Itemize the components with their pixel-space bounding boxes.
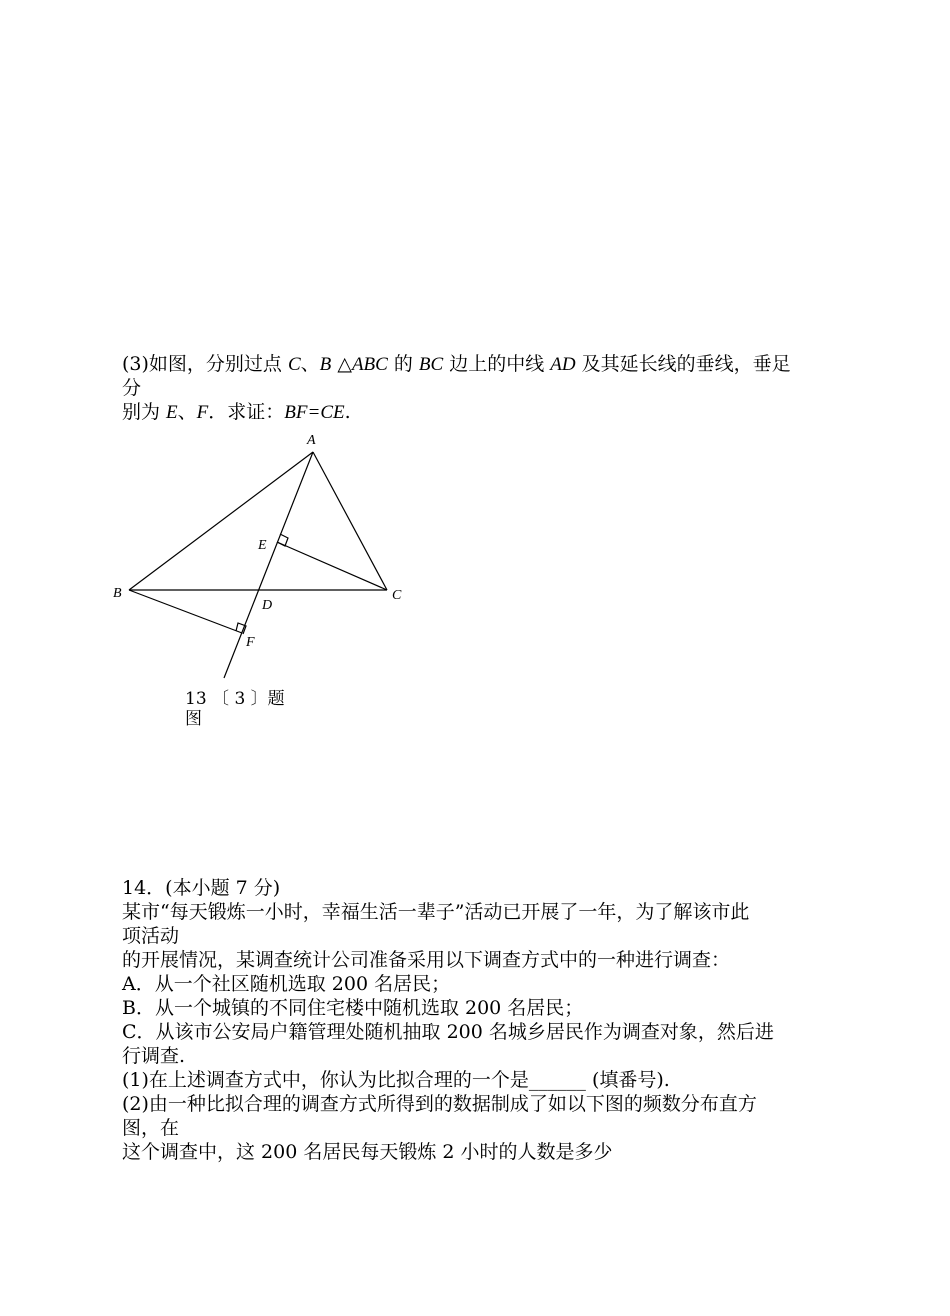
label-d: D — [262, 598, 273, 613]
q13-text: 的 — [387, 353, 419, 375]
point-c: C — [287, 354, 301, 375]
q14-option-a: A．从一个社区随机选取 200 名居民； — [122, 973, 451, 995]
q14-line: 的开展情况，某调查统计公司准备采用以下调查方式中的一种进行调查： — [122, 949, 731, 971]
label-f: F — [246, 635, 255, 650]
segment-bf — [129, 590, 242, 633]
q14-line: 这个调查中，这 200 名居民每天锻炼 2 小时的人数是多少 — [122, 1141, 613, 1163]
q13-line-3 — [122, 400, 351, 425]
figure-caption-line-2: 图 — [185, 709, 202, 729]
label-a: A — [307, 433, 316, 448]
figure-caption — [185, 689, 285, 729]
q13-text: 及其延长线的垂线，垂足 — [575, 353, 791, 375]
q14-option-c: C．从该市公安局户籍管理处随机抽取 200 名城乡居民作为调查对象，然后进 — [122, 1021, 774, 1043]
q14-line: 项活动 — [122, 925, 180, 947]
q14-subquestion-2: (2)由一种比拟合理的调查方式所得到的数据制成了如以下图的频数分布直方 — [122, 1093, 757, 1115]
proof-equation: BF=CE — [284, 402, 345, 423]
q13-line-1 — [122, 352, 791, 377]
figure-caption-line-1: 13 〔 3 〕题 — [185, 689, 285, 709]
q13-text: 别为 — [122, 401, 167, 423]
label-e: E — [258, 538, 267, 553]
point-b: B — [319, 354, 332, 375]
q13-line-2: 分 — [122, 377, 142, 399]
point-e: E — [166, 402, 178, 423]
triangle-abc: ABC — [351, 354, 388, 375]
segment-ce — [277, 542, 387, 590]
q13-text: 、 — [177, 401, 197, 423]
q13-text: 、 — [300, 353, 320, 375]
q14-heading: 14．(本小题 7 分) — [122, 877, 281, 899]
q14-option-b: B．从一个城镇的不同住宅楼中随机选取 200 名居民； — [122, 997, 584, 1019]
segment-ac — [313, 452, 387, 590]
segment-ad: AD — [550, 354, 576, 375]
q13-text: 边上的中线 — [443, 353, 551, 375]
q14-line: 图，在 — [122, 1117, 180, 1139]
q13-text: △ — [331, 353, 352, 375]
geometry-figure — [100, 425, 420, 695]
q14-subquestion-1: (1)在上述调查方式中，你认为比拟合理的一个是______ (填番号). — [122, 1069, 670, 1091]
q14-line: 某市“每天锻炼一小时，幸福生活一辈子”活动已开展了一年，为了解该市此 — [122, 901, 750, 923]
label-c: C — [392, 588, 402, 603]
q13-text: . — [344, 401, 351, 423]
label-b: B — [113, 586, 122, 601]
q13-text: (3)如图，分别过点 — [122, 353, 288, 375]
q14-line: 行调查. — [122, 1045, 186, 1067]
q13-text: ．求证： — [208, 401, 285, 423]
segment-bc: BC — [418, 354, 444, 375]
point-f: F — [196, 402, 209, 423]
